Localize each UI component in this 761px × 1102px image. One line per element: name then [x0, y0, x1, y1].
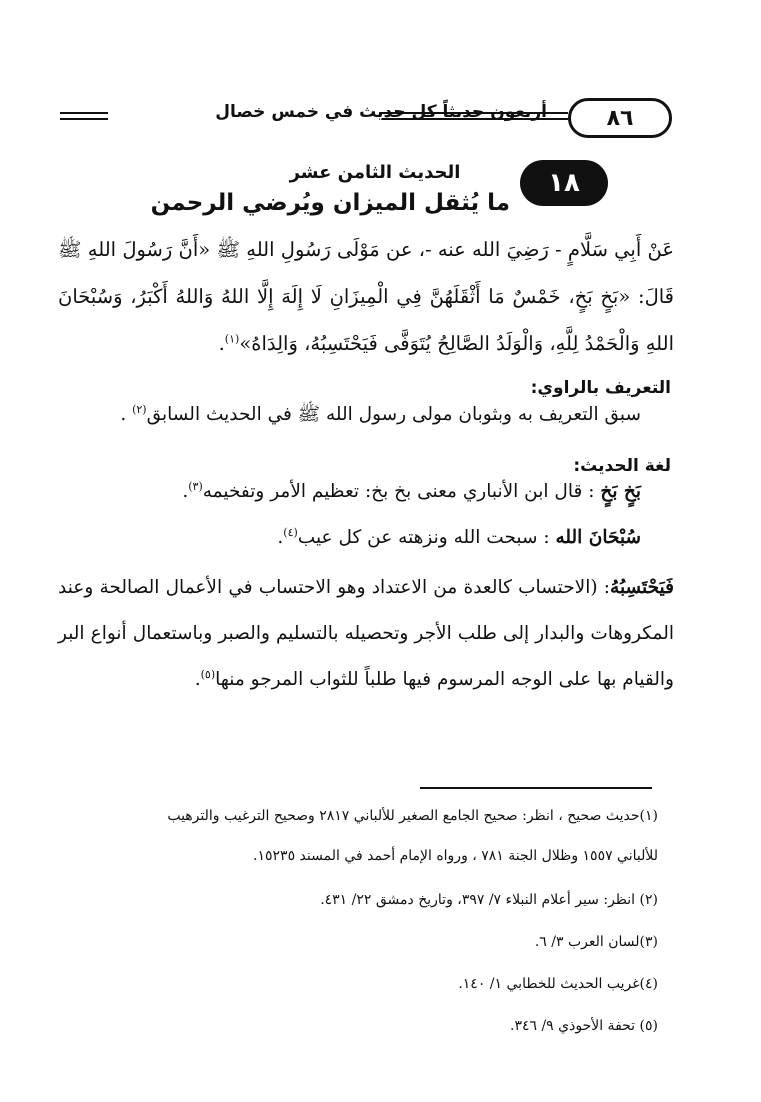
- definition-text-1: : قال ابن الأنباري معنى بخ بخ: تعظيم الأمر وتفخيمه: [202, 481, 595, 502]
- definition-paragraph-3: فَيَحْتَسِبُهُ: (الاحتساب كالعدة من الاعتداد وهو الاحتساب في الأعمال الصالحة وعند المكروهات والبدار إلى طلب الأجر وتحصيله بالتسليم والصبر وباستعمال أنواع البر والقيام بها على الوجه المرسوم فيها طلباً للثواب المرجو منها$^{(٥)}$.: [58, 577, 674, 690]
- definition-line-1: بَخٍ بَخٍ : قال ابن الأنباري معنى بخ بخ: تعظيم الأمر وتفخيمه$^{(٣)}$.: [182, 479, 641, 502]
- narrator-heading: التعريف بالراوي:: [530, 378, 671, 398]
- hadith-number-badge: ١٨: [520, 160, 608, 206]
- footnote-ref-5: (٥): [200, 667, 216, 681]
- footnote-separator: [420, 787, 652, 789]
- definition-line-2: سُبْحَانَ الله : سبحت الله ونزهته عن كل عيب$^{(٤)}$.: [277, 525, 641, 548]
- definition-term-2: سُبْحَانَ الله: [555, 527, 641, 548]
- narrator-text: سبق التعريف به وبثوبان مولى رسول الله ﷺ في الحديث السابق: [146, 404, 641, 425]
- footnote-ref-4: (٤): [283, 525, 298, 539]
- footnote-2: (٢) انظر: سير أعلام النبلاء ٧/ ٣٩٧، وتاريخ دمشق ٢٢/ ٤٣١.: [320, 892, 658, 908]
- definition-term-3: فَيَحْتَسِبُهُ: [610, 577, 674, 598]
- page-number: ٨٦: [568, 98, 672, 138]
- running-header: [60, 98, 672, 142]
- footnote-ref-2: (٢): [132, 402, 147, 416]
- hadith-text: عَنْ أَبِي سَلَّامٍ - رَضِيَ الله عنه -، عن مَوْلَى رَسُولِ اللهِ ﷺ «أَنَّ رَسُولَ اللهِ ﷺ قَالَ: «بَخٍ بَخٍ، خَمْسٌ مَا أَثْقَلَهُنَّ فِي الْمِيزَانِ لَا إِلَهَ إِلَّا اللهُ وَاللهُ أَكْبَرُ، وَسُبْحَانَ اللهِ وَالْحَمْدُ لِلَّهِ، وَالْوَلَدُ الصَّالِحُ يُتَوَفَّى فَيَحْتَسِبُهُ، وَالِدَاهُ»: [58, 238, 674, 355]
- running-title: أربعون حديثاً كل حديث في خمس خصال: [215, 102, 547, 122]
- language-heading: لغة الحديث:: [573, 456, 671, 476]
- footnote-5: (٥) تحفة الأحوذي ٩/ ٣٤٦.: [509, 1018, 658, 1034]
- footnote-ref-3: (٣): [188, 479, 203, 493]
- footnote-1-continued: للألباني ١٥٥٧ وظلال الجنة ٧٨١ ، ورواه الإمام أحمد في المسند ١٥٢٣٥.: [253, 848, 658, 864]
- hadith-ordinal-label: الحديث الثامن عشر: [289, 162, 461, 183]
- footnote-4: (٤)غريب الحديث للخطابي ١/ ١٤٠.: [458, 976, 658, 992]
- header-rule-left-2: [60, 118, 108, 120]
- footnote-1: (١)حديث صحيح ، انظر: صحيح الجامع الصغير للألباني ٢٨١٧ وصحيح الترغيب والترهيب: [167, 808, 658, 824]
- footnote-ref-1: (١): [224, 332, 240, 346]
- definition-text-2: : سبحت الله ونزهته عن كل عيب: [297, 527, 550, 548]
- definition-text-3: : (الاحتساب كالعدة من الاعتداد وهو الاحتساب في الأعمال الصالحة وعند المكروهات والبدار إلى طلب الأجر وتحصيله بالتسليم والصبر وباستعمال أنواع البر والقيام بها على الوجه المرسوم فيها طلباً للثواب المرجو منها: [58, 577, 674, 690]
- definition-term-1: بَخٍ بَخٍ: [600, 481, 641, 502]
- footnote-3: (٣)لسان العرب ٣/ ٦.: [534, 934, 658, 950]
- hadith-text-block: عَنْ أَبِي سَلَّامٍ - رَضِيَ الله عنه -، عن مَوْلَى رَسُولِ اللهِ ﷺ «أَنَّ رَسُولَ اللهِ ﷺ قَالَ: «بَخٍ بَخٍ، خَمْسٌ مَا أَثْقَلَهُنَّ فِي الْمِيزَانِ لَا إِلَهَ إِلَّا اللهُ وَاللهُ أَكْبَرُ، وَسُبْحَانَ اللهِ وَالْحَمْدُ لِلَّهِ، وَالْوَلَدُ الصَّالِحُ يُتَوَفَّى فَيَحْتَسِبُهُ، وَالِدَاهُ»$^{(١)}$.: [58, 238, 674, 355]
- header-rule-left-1: [60, 112, 108, 114]
- narrator-text-line: سبق التعريف به وبثوبان مولى رسول الله ﷺ في الحديث السابق$^{(٢)}$ .: [120, 402, 641, 425]
- hadith-title: ما يُثقل الميزان ويُرضي الرحمن: [150, 190, 510, 216]
